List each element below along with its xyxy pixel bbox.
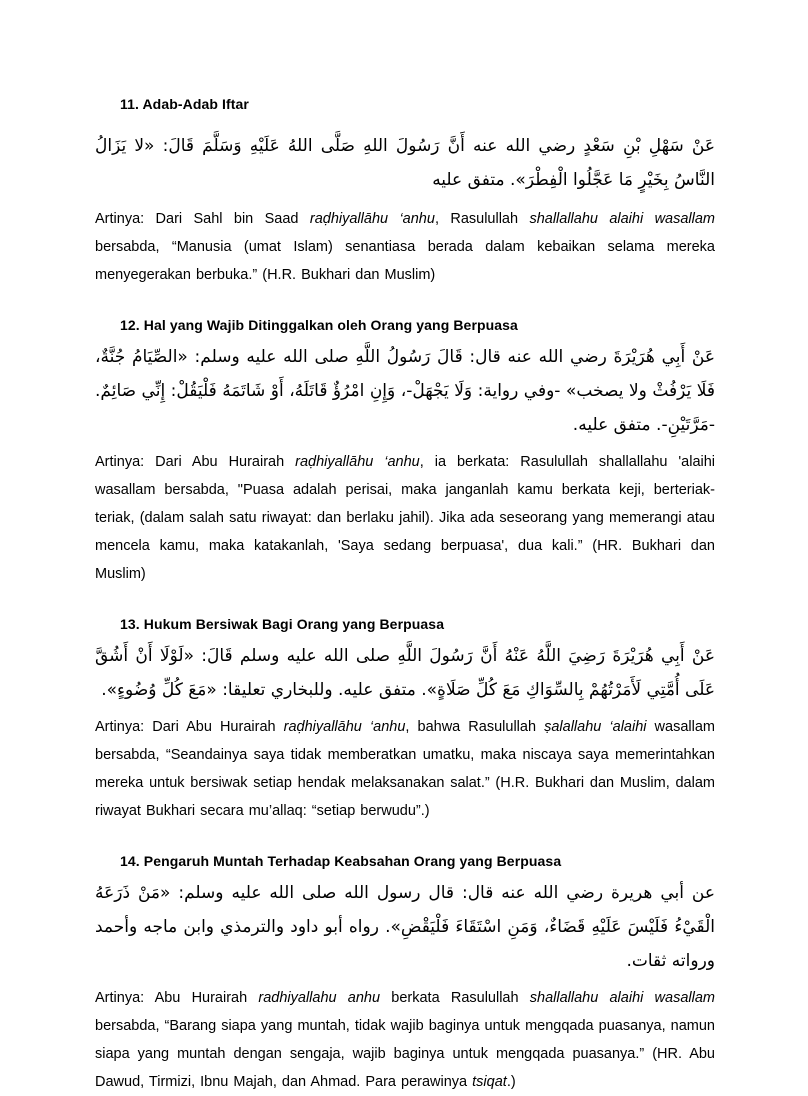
section-14-pengaruh-muntah [95,853,715,1096]
text-run: Artinya: Dari Abu Hurairah [95,454,296,470]
text-run: wasallam bersabda, “Seandainya saya tidak memberatkan umatku, maka niscaya saya memerintahkan mereka untuk bersiwak setiap hendak melaksanakan salat.” (H.R. Bukhari dan Muslim, dalam riwayat Bukhari secara mu’allaq: “setiap berwudu”.) [95,719,715,819]
section-12-hal-yang-wajib-ditinggalkan [95,317,715,588]
italic-text-run: raḍhiyallāhu ‘anhu [283,719,406,735]
italic-text-run: ṣalallahu ‘alaihi [544,719,647,735]
section-11-adab-adab-iftar [95,96,715,289]
text-run: , Rasulullah [434,211,530,227]
arabic-hadith-text: عَنْ أَبِي هُرَيْرَةَ رضي الله عنه قال: قَالَ رَسُولُ اللَّهِ صلى الله عليه وسلم: «الصِّيَامُ جُنَّةٌ، فَلَا يَرْفُثْ ولا يصخب» -وفي رواية: وَلَا يَجْهَلْ-، وَإِنِ امْرُؤٌ قَاتَلَهُ، أَوْ شَاتَمَهُ فَلْيَقُلْ: إِنِّي صَائِمٌ. -مَرَّتَيْنِ-. متفق عليه. [95,347,715,435]
section-heading: 14. Pengaruh Muntah Terhadap Keabsahan Orang yang Berpuasa [120,853,562,869]
section-heading: 11. Adab-Adab Iftar [120,96,249,112]
translation-paragraph [95,448,715,588]
text-run: berkata Rasulullah [380,990,530,1006]
italic-text-run: raḍhiyallāhu ‘anhu [309,211,435,227]
text-run: bersabda, “Manusia (umat Islam) senantiasa berada dalam kebaikan selama mereka menyegerakan berbuka.” (H.R. Bukhari dan Muslim) [95,239,715,283]
arabic-hadith-text: عن أبي هريرة رضي الله عنه قال: قال رسول الله صلى الله عليه وسلم: «مَنْ ذَرَعَهُ الْقَيْءُ فَلَيْسَ عَلَيْهِ قَضَاءٌ، وَمَنِ اسْتَقَاءَ فَلْيَقْضِ». رواه أبو داود والترمذي وابن ماجه وأحمد ورواته ثقات. [95,883,715,971]
italic-text-run: radhiyallahu anhu [258,990,381,1006]
italic-text-run: raḍhiyallāhu ‘anhu [295,454,420,470]
translation-paragraph [95,713,715,825]
translation-paragraph [95,205,715,289]
italic-text-run: tsiqat [472,1074,507,1090]
text-run: bersabda, “Barang siapa yang muntah, tidak wajib baginya untuk mengqada puasanya, namun siapa yang muntah dengan sengaja, wajib baginya untuk mengqada puasanya.” (HR. Abu Dawud, Tirmizi, Ibnu Majah, dan Ahmad. Para perawinya [95,1018,715,1090]
translation-paragraph [95,984,715,1096]
italic-text-run: shallallahu alaihi wasallam [529,211,716,227]
text-run: Artinya: Dari Sahl bin Saad [95,211,310,227]
text-run: Artinya: Abu Hurairah [95,990,259,1006]
text-run: Artinya: Dari Abu Hurairah [95,719,284,735]
text-run: , ia berkata: Rasulullah shallallahu 'alaihi wasallam bersabda, "Puasa adalah perisai, maka janganlah kamu berkata keji, berteriak-teriak, (dalam salah satu riwayat: dan berlaku jahil). Jika ada seseorang yang memerangi atau mencela kamu, maka katakanlah, 'Saya sedang berpuasa', dua kali.” (HR. Bukhari dan Muslim) [95,454,716,582]
italic-text-run: shallallahu alaihi wasallam [529,990,715,1006]
section-heading: 12. Hal yang Wajib Ditinggalkan oleh Orang yang Berpuasa [120,317,518,333]
arabic-hadith-text: عَنْ سَهْلِ بْنِ سَعْدٍ رضي الله عنه أَنَّ رَسُولَ اللهِ صَلَّى اللهُ عَلَيْهِ وَسَلَّمَ قَالَ: «لا يَزَالُ النَّاسُ بِخَيْرٍ مَا عَجَّلُوا الْفِطْرَ». متفق عليه [95,136,715,190]
section-heading: 13. Hukum Bersiwak Bagi Orang yang Berpuasa [120,616,445,632]
arabic-hadith-text: عَنْ أَبِي هُرَيْرَةَ رَضِيَ اللَّهُ عَنْهُ أَنَّ رَسُولَ اللَّهِ صلى الله عليه وسلم قَالَ: «لَوْلَا أَنْ أَشُقَّ عَلَى أُمَّتِي لَأَمَرْتُهُمْ بِالسِّوَاكِ مَعَ كُلِّ صَلَاةٍ». متفق عليه. وللبخاري تعليقا: «مَعَ كُلِّ وُضُوءٍ». [95,646,715,700]
text-run: .) [506,1074,516,1090]
text-run: , bahwa Rasulullah [405,719,545,735]
section-13-hukum-bersiwak [95,616,715,825]
